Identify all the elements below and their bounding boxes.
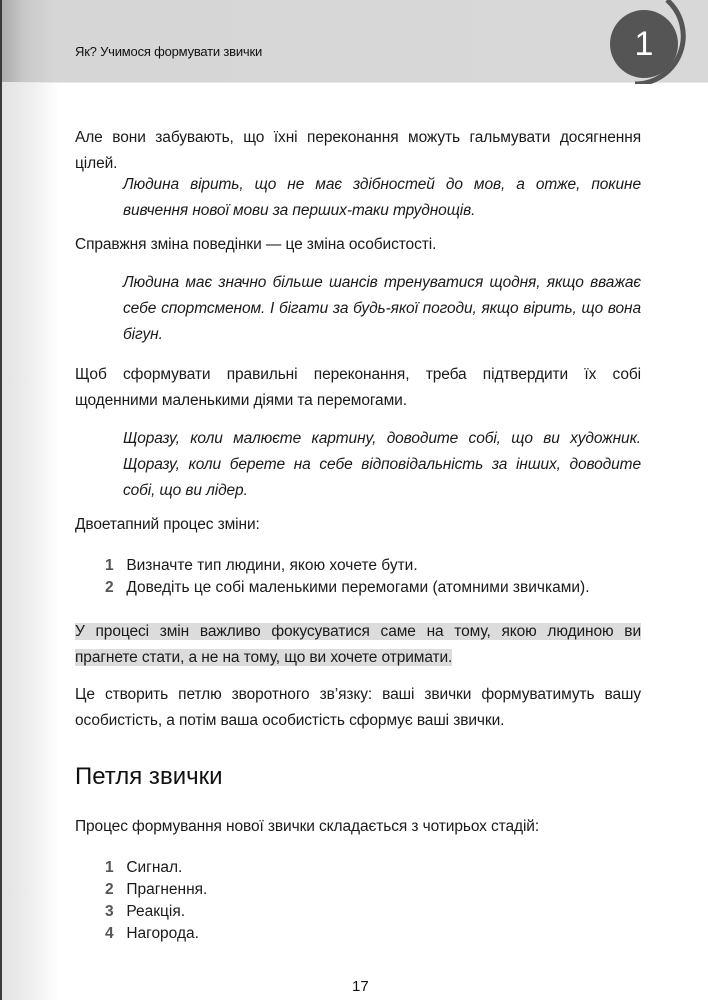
list-item [105, 555, 590, 577]
list-item [105, 857, 207, 879]
list-item [105, 879, 207, 901]
list-item [105, 923, 207, 945]
paragraph: Але вони забувають, що їхні переконання можуть гальмувати досягнення цілей. [75, 129, 641, 172]
highlight-text: У процесі змін важливо фокусуватися саме на тому, якою людиною ви прагнете стати, а не на тому, що ви хочете отримати. [75, 623, 641, 666]
list-item [105, 901, 207, 923]
paragraph: Щоб сформувати правильні переконання, треба підтвердити їх собі щоденними маленькими діями та перемогами. [75, 366, 641, 409]
paragraph: Справжня зміна поведінки — це зміна особистості. [75, 236, 437, 253]
example-quote: Щоразу, коли малюєте картину, доводите собі, що ви художник. Щоразу, коли берете на себе відповідальність за інших, доводите собі, що ви лідер. [123, 430, 641, 499]
list-item-number: 4 [105, 925, 114, 942]
habit-stages-list [105, 857, 207, 945]
list-item-text: Сигнал. [126, 859, 183, 876]
list-item-text: Доведіть це собі маленькими перемогами (атомними звичками). [126, 579, 590, 596]
section-heading: Петля звички [75, 763, 223, 790]
paragraph: Двоетапний процес зміни: [75, 516, 260, 533]
paragraph: Процес формування нової звички складається з чотирьох стадій: [75, 818, 540, 835]
example-quote: Людина має значно більше шансів тренуватися щодня, якщо вважає себе спортсменом. І бігати за будь-якої погоди, якщо вірить, що вона бігун. [123, 274, 641, 343]
list-item-text: Реакція. [126, 903, 186, 920]
change-steps-list [105, 555, 590, 599]
list-item-number: 1 [105, 557, 114, 574]
list-item-number: 2 [105, 579, 114, 596]
example-quote: Людина вірить, що не має здібностей до мов, а отже, покине вивчення нової мови за перших-таки труднощів. [123, 176, 641, 219]
list-item-number: 1 [105, 859, 114, 876]
list-item-number: 3 [105, 903, 114, 920]
list-item [105, 577, 590, 599]
page-edge-line [0, 0, 2, 1000]
list-item-text: Прагнення. [126, 881, 208, 898]
highlighted-paragraph [75, 619, 641, 671]
list-item-text: Нагорода. [126, 925, 199, 942]
chapter-number: 1 [634, 25, 654, 63]
page-edge-shading [0, 0, 60, 1000]
list-item-text: Визначте тип людини, якою хочете бути. [126, 557, 418, 574]
paragraph: Це створить петлю зворотного зв’язку: ваші звички формуватимуть вашу особистість, а потім ваша особистість сформує ваші звички. [75, 686, 641, 729]
page-number: 17 [352, 978, 369, 995]
list-item-number: 2 [105, 881, 114, 898]
running-header-title: Як? Учимося формувати звички [75, 44, 263, 59]
